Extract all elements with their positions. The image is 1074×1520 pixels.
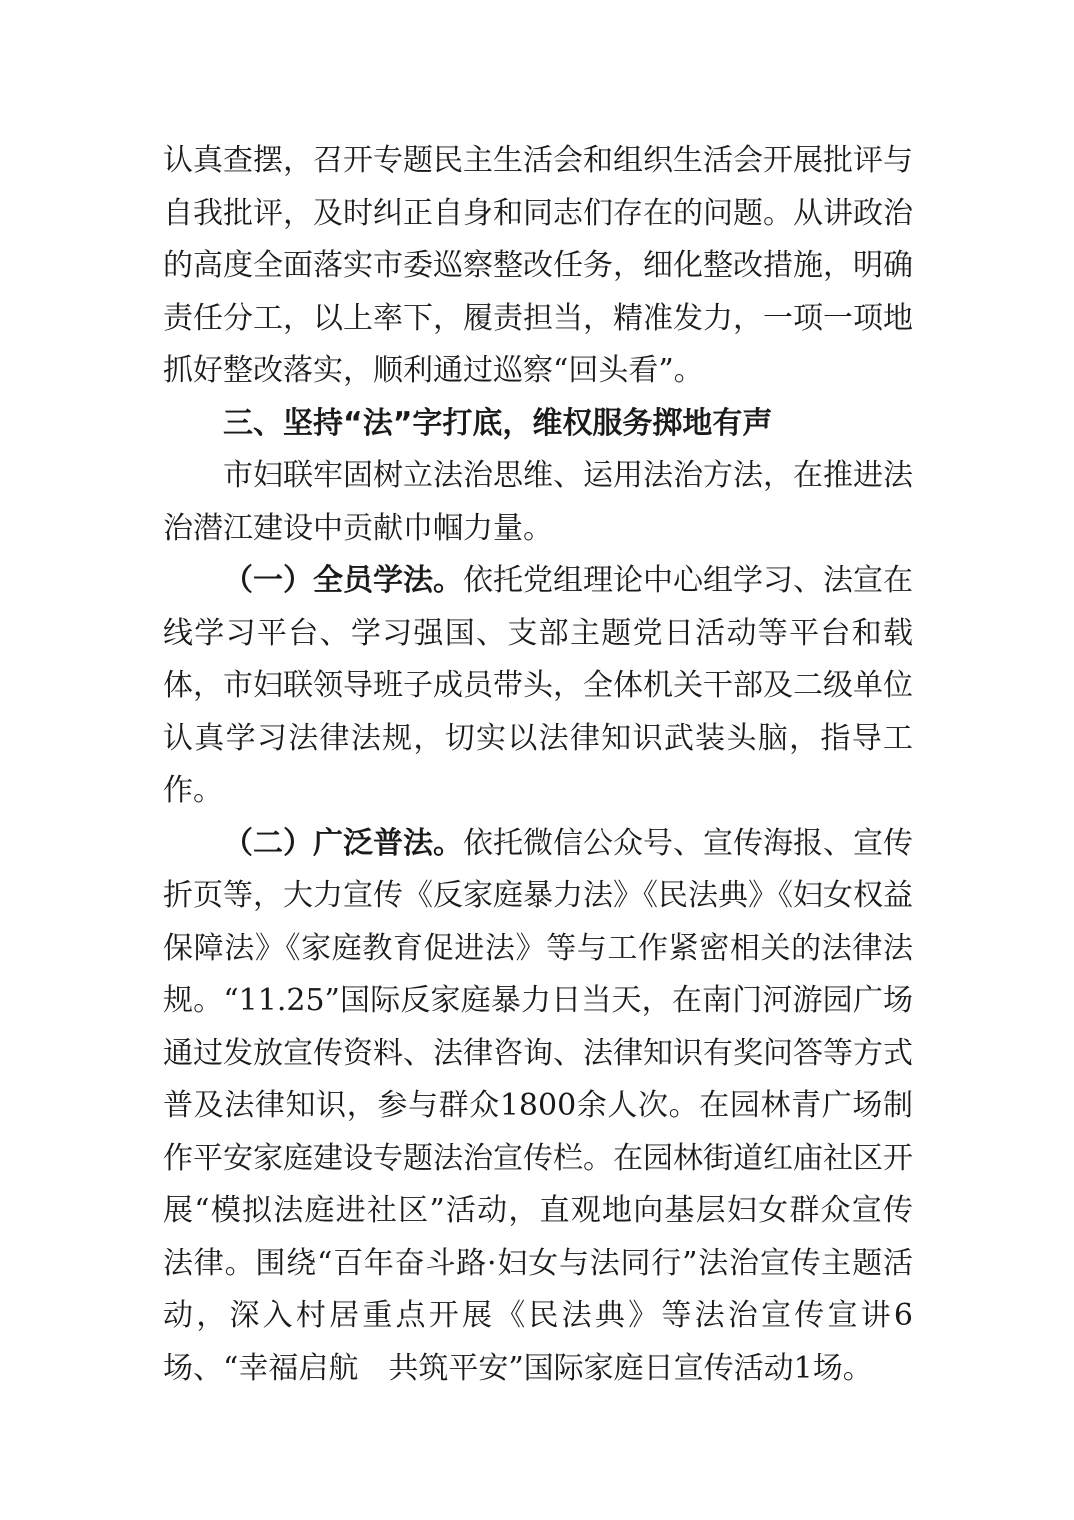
item-1-label: （一）全员学法。: [223, 563, 463, 598]
item-1-text: 依托党组理论中心组学习、法宣在线学习平台、学习强国、支部主题党日活动等平台和载体，市妇联领导班子成员带头，全体机关干部及二级单位认真学习法律法规，切实以法律知识武装头脑，指导工作。: [163, 563, 913, 808]
paragraph-continuation: 认真查摆，召开专题民主生活会和组织生活会开展批评与自我批评，及时纠正自身和同志们存在的问题。从讲政治的高度全面落实市委巡察整改任务，细化整改措施，明确责任分工，以上率下，履责担当，精准发力，一项一项地抓好整改落实，顺利通过巡察“回头看”。: [163, 143, 913, 388]
item-2-label: （二）广泛普法。: [223, 825, 463, 861]
section-heading: 三、坚持“法”字打底，维权服务掷地有声: [223, 405, 773, 441]
document-body: [163, 135, 913, 1395]
section-intro-paragraph: 市妇联牢固树立法治思维、运用法治方法，在推进法治潜江建设中贡献巾帼力量。: [163, 458, 913, 546]
item-2-paragraph: [163, 818, 913, 1396]
item-2-text: 依托微信公众号、宣传海报、宣传折页等，大力宣传《反家庭暴力法》《民法典》《妇女权益保障法》《家庭教育促进法》等与工作紧密相关的法律法规。“11.25”国际反家庭暴力日当天，在南门河游园广场通过发放宣传资料、法律咨询、法律知识有奖问答等方式普及法律知识，参与群众1800余人次。在园林青广场制作平安家庭建设专题法治宣传栏。在园林街道红庙社区开展“模拟法庭进社区”活动，直观地向基层妇女群众宣传法律。围绕“百年奋斗路·妇女与法同行”法治宣传主题活动，深入村居重点开展《民法典》等法治宣传宣讲6场、“幸福启航 共筑平安”国际家庭日宣传活动1场。: [163, 825, 913, 1386]
item-1-paragraph: [163, 555, 913, 818]
